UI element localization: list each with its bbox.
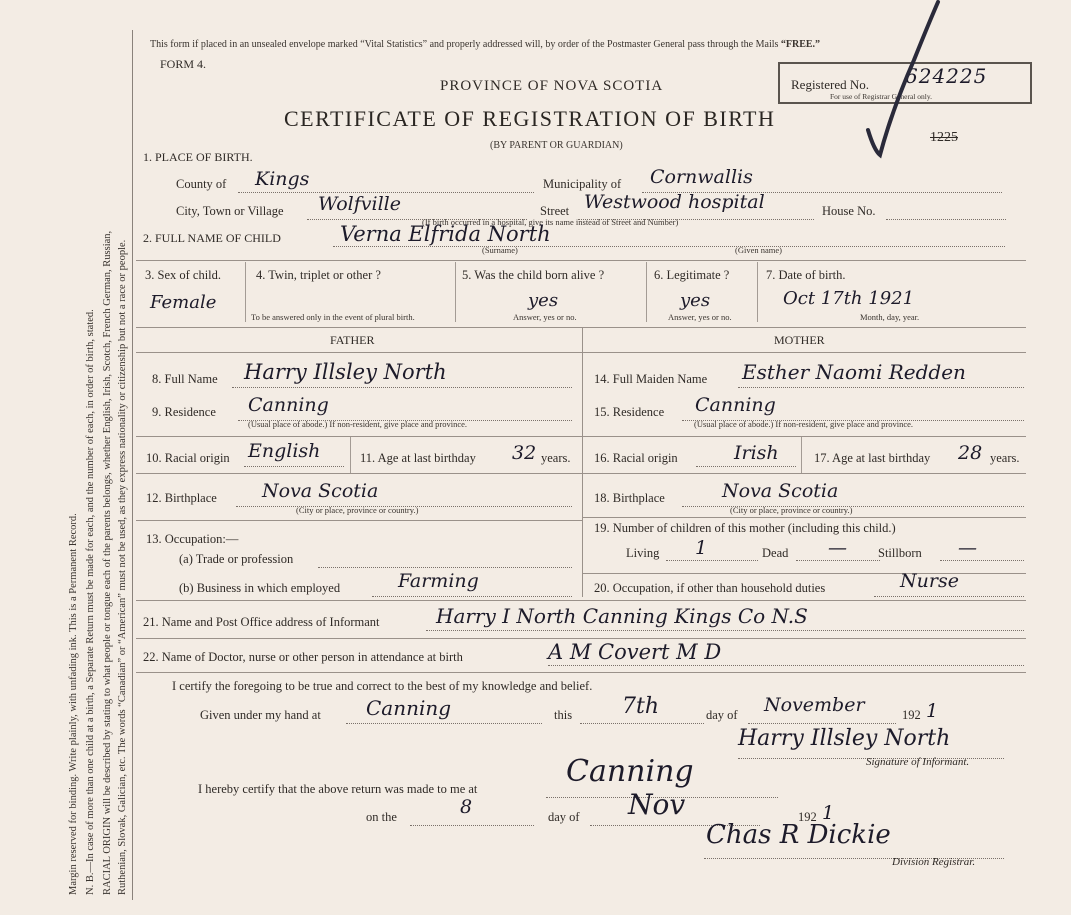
- certificate-subtitle: (BY PARENT OR GUARDIAN): [490, 140, 623, 151]
- date-of-birth-label: 7. Date of birth.: [766, 268, 846, 282]
- living-label: Living: [626, 546, 660, 560]
- stillborn-value: —: [958, 537, 977, 559]
- legitimate-note: Answer, yes or no.: [668, 312, 732, 322]
- parents-heading-rule: [136, 352, 1026, 353]
- dead-line: [796, 560, 880, 561]
- father-heading: FATHER: [330, 333, 375, 347]
- doctor-line: [548, 665, 1024, 666]
- informant-rule-top: [136, 600, 1026, 601]
- county-value: Kings: [255, 168, 310, 190]
- postal-notice-text: This form if placed in an unsealed envelope marked “Vital Statistics” and properly addressed will, by order of the Postmaster General pass through the Mails: [150, 39, 779, 50]
- dead-value: —: [828, 537, 847, 559]
- col-div-4: [757, 262, 758, 322]
- mother-age-label: 17. Age at last birthday: [814, 451, 931, 465]
- mother-rule-2: [582, 473, 1026, 474]
- house-line: [886, 219, 1006, 220]
- province-heading: PROVINCE OF NOVA SCOTIA: [440, 78, 664, 94]
- mother-children-label: 19. Number of children of this mother (including this child.): [594, 521, 896, 535]
- city-label: City, Town or Village: [176, 204, 284, 218]
- mother-name-value: Esther Naomi Redden: [742, 360, 966, 384]
- struck-number: 1225: [930, 130, 958, 145]
- mother-residence-value: Canning: [695, 394, 776, 416]
- father-rule-2: [136, 473, 582, 474]
- postal-notice: [150, 39, 820, 50]
- registrar-place-value: Canning: [566, 754, 694, 789]
- certify-text: I certify the foregoing to be true and correct to the best of my knowledge and belief.: [172, 679, 593, 693]
- check-mark-icon: [862, 0, 952, 170]
- father-racial-value: English: [248, 440, 321, 462]
- this-label: this: [554, 708, 573, 722]
- stillborn-line: [940, 560, 1024, 561]
- registrar-certify-text: I hereby certify that the above return was made to me at: [198, 782, 478, 796]
- surname-note: (Surname): [482, 245, 518, 255]
- father-rule-3: [136, 520, 582, 521]
- father-business-label: (b) Business in which employed: [179, 581, 341, 595]
- hospital-note: (If birth occurred in a hospital, give its name instead of Street and Number): [422, 217, 679, 227]
- division-registrar-label: Division Registrar.: [892, 856, 976, 868]
- given-month-value: November: [764, 694, 865, 716]
- mother-years-label: years.: [990, 451, 1020, 465]
- father-racial-label: 10. Racial origin: [146, 451, 230, 465]
- child-name-label: 2. FULL NAME OF CHILD: [143, 231, 281, 245]
- sex-value: Female: [150, 292, 217, 313]
- father-business-line: [372, 596, 572, 597]
- margin-note-3: RACIAL ORIGIN will be described by stating to what people or tongue each of the parents belongs, whether English, Irish, Scotch, French German, Russian,: [102, 230, 113, 895]
- given-month-line: [748, 723, 896, 724]
- postal-notice-free: “FREE.”: [780, 39, 821, 50]
- alive-note: Answer, yes or no.: [513, 312, 577, 322]
- municipality-label: Municipality of: [543, 177, 622, 191]
- mother-rule-4: [582, 573, 1026, 574]
- given-year-prefix: 192: [902, 708, 921, 722]
- margin-line: [132, 30, 133, 900]
- municipality-value: Cornwallis: [650, 166, 753, 188]
- dead-label: Dead: [762, 546, 789, 560]
- father-age-value: 32: [512, 442, 537, 464]
- informant-label: 21. Name and Post Office address of Informant: [143, 615, 380, 629]
- father-business-value: Farming: [398, 570, 479, 592]
- father-birthplace-label: 12. Birthplace: [146, 491, 217, 505]
- mother-birthplace-label: 18. Birthplace: [594, 491, 665, 505]
- father-birthplace-value: Nova Scotia: [262, 480, 379, 502]
- father-birthplace-note: (City or place, province or country.): [296, 505, 419, 515]
- place-of-birth-label: 1. PLACE OF BIRTH.: [143, 150, 253, 164]
- mother-racial-value: Irish: [734, 442, 779, 464]
- day-of-label: day of: [706, 708, 738, 722]
- mother-occupation-value: Nurse: [900, 570, 959, 592]
- registered-note: For use of Registrar General only.: [830, 92, 932, 101]
- margin-note-1: Margin reserved for binding. Write plainly, with unfading ink. This is a Permanent Record.: [68, 513, 79, 895]
- given-year-value: 1: [926, 700, 939, 722]
- mother-rule-3: [582, 517, 1026, 518]
- col-div-3: [646, 262, 647, 322]
- registrar-month-value: Nov: [628, 788, 686, 821]
- mother-residence-note: (Usual place of abode.) If non-resident, give place and province.: [694, 419, 914, 429]
- mother-name-label: 14. Full Maiden Name: [594, 372, 708, 386]
- alive-label: 5. Was the child born alive ?: [462, 268, 605, 282]
- signature-informant-label: Signature of Informant.: [866, 756, 970, 768]
- father-name-label: 8. Full Name: [152, 372, 218, 386]
- given-place-line: [346, 723, 542, 724]
- mother-racial-label: 16. Racial origin: [594, 451, 678, 465]
- living-value: 1: [695, 537, 708, 559]
- mother-residence-label: 15. Residence: [594, 405, 665, 419]
- house-number-label: House No.: [822, 204, 876, 218]
- father-years-label: years.: [541, 451, 571, 465]
- form-number: FORM 4.: [160, 57, 207, 71]
- mother-birthplace-value: Nova Scotia: [722, 480, 839, 502]
- doctor-label: 22. Name of Doctor, nurse or other person in attendance at birth: [143, 650, 463, 664]
- father-name-line: [232, 387, 572, 388]
- registered-label: Registered No.: [791, 77, 869, 92]
- child-name-line: [333, 246, 1005, 247]
- twin-note: To be answered only in the event of plural birth.: [251, 312, 415, 322]
- legitimate-value: yes: [680, 290, 711, 311]
- alive-value: yes: [528, 290, 559, 311]
- sex-label: 3. Sex of child.: [145, 268, 222, 282]
- city-value: Wolfville: [318, 193, 401, 215]
- mother-age-value: 28: [958, 442, 983, 464]
- row-rule-top: [136, 260, 1026, 261]
- mother-racial-div: [801, 437, 802, 473]
- parents-rule-top: [136, 327, 1026, 328]
- county-label: County of: [176, 177, 227, 191]
- given-place-value: Canning: [366, 696, 452, 720]
- living-line: [666, 560, 758, 561]
- informant-signature: Harry Illsley North: [738, 726, 951, 751]
- registrar-year-value: 1: [822, 802, 835, 824]
- informant-value: Harry I North Canning Kings Co N.S: [436, 604, 808, 628]
- parents-divider: [582, 327, 583, 597]
- mother-rule-1: [582, 436, 1026, 437]
- street-label: Street: [540, 204, 570, 218]
- margin-note-4: Ruthenian, Slovak, Galician, etc. The words “Canadian” or “American” must not be used, as they express nationality or citizenship but not a race or people.: [117, 239, 128, 895]
- child-name-value: Verna Elfrida North: [340, 222, 551, 246]
- registered-number: 624225: [905, 64, 988, 88]
- father-residence-note: (Usual place of abode.) If non-resident, give place and province.: [248, 419, 468, 429]
- given-day-value: 7th: [622, 694, 660, 719]
- col-div-1: [245, 262, 246, 322]
- col-div-2: [455, 262, 456, 322]
- registrar-day-line: [410, 825, 534, 826]
- mother-name-line: [738, 387, 1024, 388]
- legitimate-label: 6. Legitimate ?: [654, 268, 730, 282]
- father-rule-1: [136, 436, 582, 437]
- father-racial-line: [244, 466, 344, 467]
- doctor-value: A M Covert M D: [548, 640, 722, 664]
- certificate-title: CERTIFICATE OF REGISTRATION OF BIRTH: [284, 106, 776, 131]
- informant-line: [426, 630, 1024, 631]
- margin-note-2: N. B.—In case of more than one child at a birth, a Separate Return must be made for each, and the number of each, in order of birth, stated.: [85, 309, 96, 895]
- father-racial-div: [350, 437, 351, 473]
- mother-birthplace-note: (City or place, province or country.): [730, 505, 853, 515]
- given-under-label: Given under my hand at: [200, 708, 321, 722]
- mother-occupation-line: [874, 596, 1024, 597]
- informant-rule-mid: [136, 638, 1026, 639]
- registrar-day-of-label: day of: [548, 810, 580, 824]
- informant-rule-bottom: [136, 672, 1026, 673]
- given-name-note: (Given name): [735, 245, 782, 255]
- stillborn-label: Stillborn: [878, 546, 922, 560]
- father-trade-label: (a) Trade or profession: [179, 552, 294, 566]
- registrar-day-value: 8: [460, 796, 473, 818]
- father-age-label: 11. Age at last birthday: [360, 451, 476, 465]
- registrar-year-prefix: 192: [798, 810, 817, 824]
- father-trade-line: [318, 567, 572, 568]
- on-the-label: on the: [366, 810, 397, 824]
- mother-racial-line: [696, 466, 796, 467]
- given-day-line: [580, 723, 704, 724]
- mother-occupation-label: 20. Occupation, if other than household duties: [594, 581, 826, 595]
- date-of-birth-note: Month, day, year.: [860, 312, 920, 322]
- twin-label: 4. Twin, triplet or other ?: [256, 268, 381, 282]
- father-name-value: Harry Illsley North: [244, 360, 447, 384]
- father-occupation-label: 13. Occupation:—: [146, 532, 239, 546]
- father-residence-value: Canning: [248, 394, 329, 416]
- street-value: Westwood hospital: [584, 191, 765, 213]
- registrar-signature: Chas R Dickie: [706, 820, 891, 850]
- mother-heading: MOTHER: [774, 333, 825, 347]
- date-of-birth-value: Oct 17th 1921: [783, 288, 915, 309]
- father-residence-label: 9. Residence: [152, 405, 216, 419]
